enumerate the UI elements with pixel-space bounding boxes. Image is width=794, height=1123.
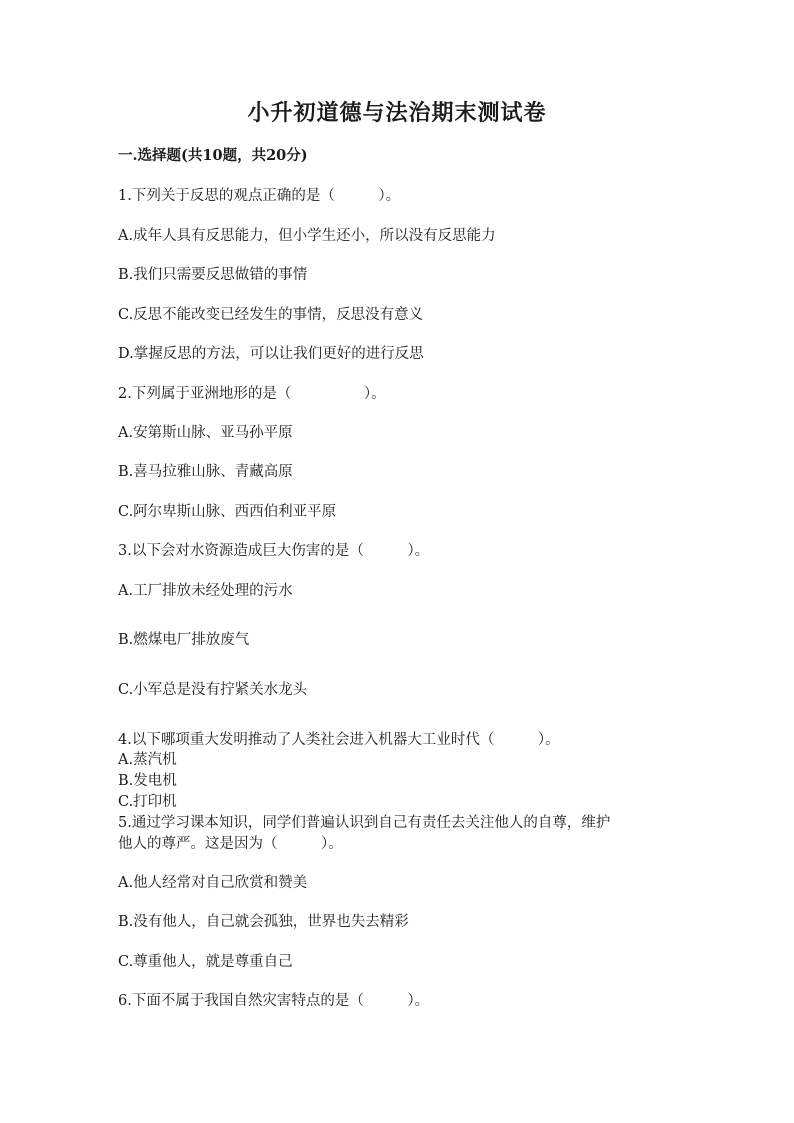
question-1-option-b: B.我们只需要反思做错的事情 (118, 267, 308, 283)
question-3-option-b: B.燃煤电厂排放废气 (118, 632, 250, 648)
question-4-stem: 4.以下哪项重大发明推动了人类社会进入机器大工业时代（ ）。 (118, 732, 560, 748)
question-5-option-b: B.没有他人，自己就会孤独，世界也失去精彩 (118, 914, 409, 930)
question-2-option-c: C.阿尔卑斯山脉、西西伯利亚平原 (118, 504, 337, 520)
question-4-option-b: B.发电机 (118, 773, 177, 789)
question-1-stem: 1.下列关于反思的观点正确的是（ ）。 (118, 188, 401, 204)
page-title: 小升初道德与法治期末测试卷 (247, 100, 547, 126)
question-6-stem: 6.下面不属于我国自然灾害特点的是（ ）。 (118, 993, 430, 1009)
question-5-option-c: C.尊重他人，就是尊重自己 (118, 954, 293, 970)
question-4-option-a: A.蒸汽机 (118, 752, 177, 768)
question-2-option-b: B.喜马拉雅山脉、青藏高原 (118, 464, 293, 480)
question-3-option-c: C.小军总是没有拧紧关水龙头 (118, 682, 308, 698)
question-5-stem-line-2: 他人的尊严。这是因为（ ）。 (118, 836, 343, 852)
question-3-stem: 3.以下会对水资源造成巨大伤害的是（ ）。 (118, 543, 430, 559)
question-4-option-c: C.打印机 (118, 794, 177, 810)
question-1-option-a: A.成年人具有反思能力，但小学生还小，所以没有反思能力 (118, 228, 496, 244)
question-2-stem: 2.下列属于亚洲地形的是（ ）。 (118, 386, 386, 402)
question-1-option-d: D.掌握反思的方法，可以让我们更好的进行反思 (118, 346, 424, 362)
question-2-option-a: A.安第斯山脉、亚马孙平原 (118, 425, 293, 441)
question-5-option-a: A.他人经常对自己欣赏和赞美 (118, 875, 308, 891)
question-3-option-a: A.工厂排放未经处理的污水 (118, 583, 293, 599)
section-heading: 一.选择题(共10题，共20分) (118, 147, 308, 164)
question-5-stem-line-1: 5.通过学习课本知识，同学们普遍认识到自己有责任去关注他人的自尊，维护 (118, 815, 611, 831)
question-1-option-c: C.反思不能改变已经发生的事情，反思没有意义 (118, 307, 424, 323)
